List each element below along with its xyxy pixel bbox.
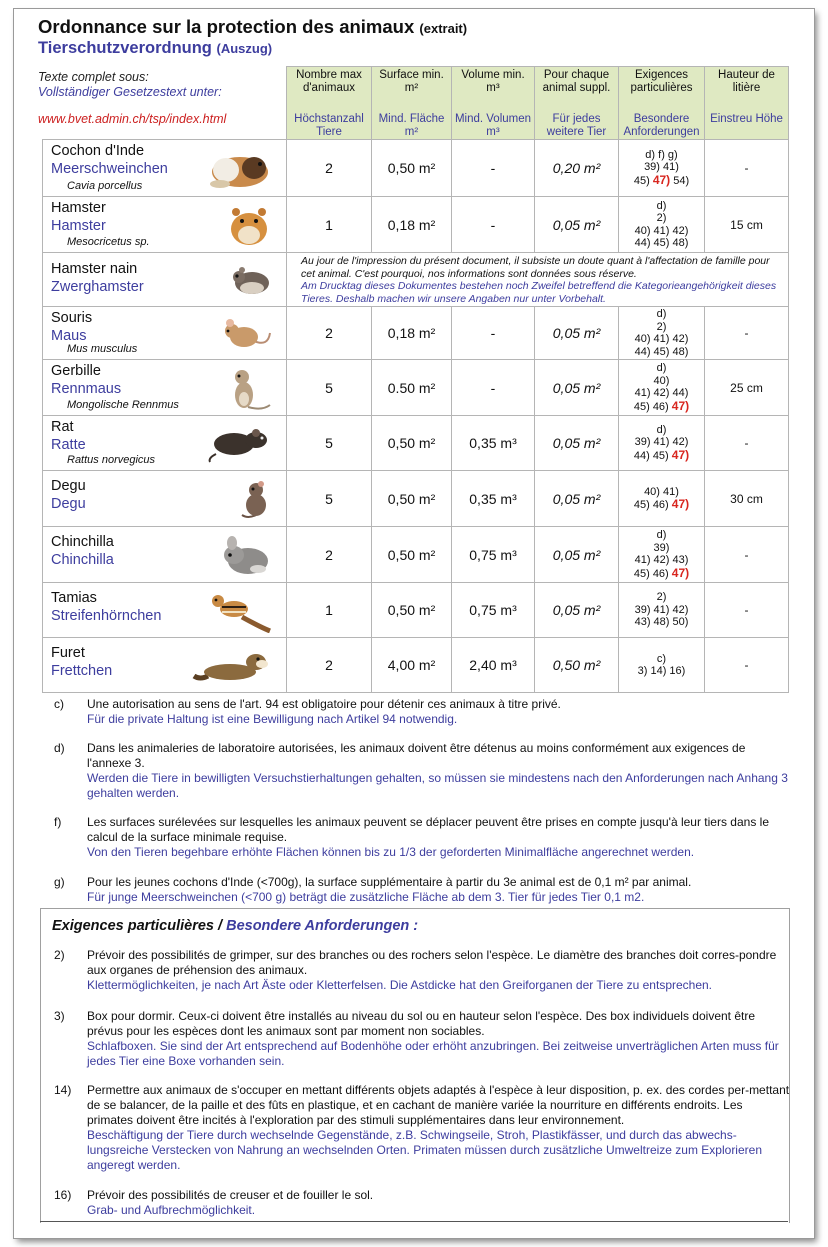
volume-value: - — [452, 140, 535, 197]
gerbil-icon — [222, 363, 272, 413]
dwarf-hamster-note: Au jour de l'impression du présent document, il subsiste un doute quant à l'affectation de famille pour cet animal. C'est pourquoi, nos informations sont données sous réserve. Am Drucktag dieses Dokumentes bestehen noch Zweifel betreffend die Kategorieangehörigkeit dieses Tieres. Deshalb machen wir unsere Angaben nur unter Vorbehalt. — [287, 253, 789, 307]
litter-value: - — [705, 583, 789, 638]
animal-cell: Souris Maus Mus musculus — [43, 307, 287, 360]
requirement-14: 14) Permettre aux animaux de s'occuper en mettant différents objets adaptés à l'espèce à leur disposition, p. ex. des cordes per-mettant de se balancer, de la paille et des fûts en plastique, et en cachant de manière variée la nourriture en différents endroits. Les primates doivent être incités à l'exploration par des stimuli supplémentaires dans leur environnement. Beschäftigung der Tiere durch wechselnde Gegenstände, z.B. Schwingseile, Stroh, Plastikfässer, und durch das abwechs-lungsreiche Verstecken von Nahrung an wechselnden Orten. Primaten müssen durch zusätzliche Umweltreize zum Explorieren angeregt werden. — [54, 1083, 790, 1172]
guinea-pig-icon — [208, 146, 272, 190]
requirements-cell: 2) 39) 41) 42) 43) 48) 50) — [619, 583, 705, 638]
col-volume: Volume min. m³ Mind. Volumen m³ — [452, 67, 535, 140]
title-de: Tierschutzverordnung (Auszug) — [38, 39, 273, 57]
surface-value: 0,50 m² — [372, 583, 452, 638]
table-row — [43, 527, 789, 583]
litter-value: - — [705, 140, 789, 197]
animal-cell: Rat Ratte Rattus norvegicus — [43, 416, 287, 471]
animal-cell: Gerbille Rennmaus Mongolische Rennmus — [43, 360, 287, 416]
animals-table — [42, 66, 789, 693]
max-animals-value: 2 — [287, 140, 372, 197]
table-row — [43, 140, 789, 197]
col-max-animals: Nombre max d'animaux Höchstanzahl Tiere — [287, 67, 372, 140]
chinchilla-icon — [218, 533, 272, 577]
litter-value: - — [705, 527, 789, 583]
table-row — [43, 416, 789, 471]
requirements-cell: 40) 41) 45) 46) 47) — [619, 471, 705, 527]
mouse-icon — [220, 313, 272, 353]
animal-cell: Tamias Streifenhörnchen — [43, 583, 287, 638]
footnote-d: d) Dans les animaleries de laboratoire autorisées, les animaux doivent être détenus au moins conformément aux exigences de l'annexe 3. Werden die Tiere in bewilligten Versuchstierhaltungen gehalten, so müssen sie mindestens nach den Anforderungen nach Anhang 3 gehalten werden. — [54, 741, 788, 800]
extra-surface-value: 0,05 m² — [535, 307, 619, 360]
volume-value: 0,75 m³ — [452, 583, 535, 638]
extra-surface-value: 0,05 m² — [535, 197, 619, 253]
requirement-2: 2) Prévoir des possibilités de grimper, sur des branches ou des rochers selon l'espèce. Le diamètre des branches doit corres-pondre aux organes de préhension des animaux. Klettermöglichkeiten, je nach Art Äste oder Kletterfelsen. Die Astdicke hat den Greiforganen der Tiere zu entsprechen. — [54, 948, 777, 992]
max-animals-value: 2 — [287, 527, 372, 583]
volume-value: 2,40 m³ — [452, 638, 535, 693]
col-surface: Surface min. m² Mind. Fläche m² — [372, 67, 452, 140]
degu-icon — [236, 479, 272, 519]
table-row — [43, 360, 789, 416]
footnote-f: f) Les surfaces surélevées sur lesquelles les animaux peuvent se déplacer peuvent être prises en compte jusqu'à leur tiers dans le calcul de la surface minimale requise. Von den Tieren begehbare erhöhte Flächen können bis zu 1/3 der geforderten Minimalfläche angerechnet werden. — [54, 815, 770, 859]
extra-surface-value: 0,05 m² — [535, 360, 619, 416]
animal-cell: Furet Frettchen — [43, 638, 287, 693]
volume-value: - — [452, 197, 535, 253]
litter-value: - — [705, 307, 789, 360]
max-animals-value: 2 — [287, 307, 372, 360]
animal-cell: Cochon d'Inde Meerschweinchen Cavia porcellus — [43, 140, 287, 197]
requirements-title: Exigences particulières / Besondere Anforderungen : — [52, 918, 419, 934]
litter-value: 15 cm — [705, 197, 789, 253]
litter-value: 25 cm — [705, 360, 789, 416]
max-animals-value: 5 — [287, 416, 372, 471]
surface-value: 0,18 m² — [372, 307, 452, 360]
rat-icon — [206, 422, 272, 464]
surface-value: 0,50 m² — [372, 140, 452, 197]
table-row — [43, 638, 789, 693]
requirements-cell: d) 39) 41) 42) 43) 45) 46) 47) — [619, 527, 705, 583]
requirements-cell: c) 3) 14) 16) — [619, 638, 705, 693]
footnote-c: c) Une autorisation au sens de l'art. 94 est obligatoire pour détenir ces animaux à titre privé. Für die private Haltung ist eine Bewilligung nach Artikel 94 notwendig. — [54, 697, 561, 726]
table-row — [43, 583, 789, 638]
source-link[interactable]: www.bvet.admin.ch/tsp/index.html — [38, 112, 227, 126]
surface-value: 0,50 m² — [372, 416, 452, 471]
table-row — [43, 471, 789, 527]
animal-cell: Chinchilla Chinchilla — [43, 527, 287, 583]
intro-de: Vollständiger Gesetzestext unter: — [38, 85, 222, 99]
requirements-cell: d) f) g) 39) 41) 45) 47) 54) — [619, 140, 705, 197]
col-litter: Hauteur de litière Einstreu Höhe — [705, 67, 789, 140]
table-row — [43, 253, 789, 307]
animal-cell: Degu Degu — [43, 471, 287, 527]
table-row — [43, 307, 789, 360]
volume-value: - — [452, 360, 535, 416]
footnote-g: g) Pour les jeunes cochons d'Inde (<700g), la surface supplémentaire à partir du 3e animal est de 0,1 m² par animal. Für junge Meerschweinchen (<700 g) beträgt die zusätzliche Fläche ab dem 3. Tier für jedes Tier 0,1 m2. — [54, 875, 692, 904]
surface-value: 0,50 m² — [372, 527, 452, 583]
volume-value: 0,35 m³ — [452, 471, 535, 527]
ferret-icon — [190, 646, 272, 684]
litter-value: 30 cm — [705, 471, 789, 527]
extra-surface-value: 0,05 m² — [535, 471, 619, 527]
litter-value: - — [705, 416, 789, 471]
requirement-16: 16) Prévoir des possibilités de creuser et de fouiller le sol. Grab- und Aufbrechmöglichkeit. — [54, 1188, 374, 1217]
max-animals-value: 1 — [287, 583, 372, 638]
surface-value: 4,00 m² — [372, 638, 452, 693]
dwarf-hamster-icon — [230, 263, 272, 297]
intro-text — [38, 70, 276, 126]
requirements-cell: d) 2) 40) 41) 42) 44) 45) 48) — [619, 197, 705, 253]
volume-value: - — [452, 307, 535, 360]
title-fr: Ordonnance sur la protection des animaux (extrait) — [38, 16, 468, 37]
col-extra-animal: Pour chaque animal suppl. Für jedes weitere Tier — [535, 67, 619, 140]
hamster-icon — [226, 203, 272, 247]
litter-value: - — [705, 638, 789, 693]
bottom-rule — [40, 1221, 788, 1222]
animal-cell: Hamster Hamster Mesocricetus sp. — [43, 197, 287, 253]
extra-surface-value: 0,20 m² — [535, 140, 619, 197]
table-row — [43, 197, 789, 253]
col-requirements: Exigences particulières Besondere Anforderungen — [619, 67, 705, 140]
surface-value: 0,18 m² — [372, 197, 452, 253]
max-animals-value: 2 — [287, 638, 372, 693]
requirements-cell: d) 2) 40) 41) 42) 44) 45) 48) — [619, 307, 705, 360]
intro-fr: Texte complet sous: — [38, 70, 149, 84]
max-animals-value: 5 — [287, 471, 372, 527]
requirements-cell: d) 39) 41) 42) 44) 45) 47) — [619, 416, 705, 471]
animal-cell: Hamster nain Zwerghamster — [43, 253, 287, 307]
extra-surface-value: 0,05 m² — [535, 416, 619, 471]
extra-surface-value: 0,05 m² — [535, 527, 619, 583]
extra-surface-value: 0,50 m² — [535, 638, 619, 693]
surface-value: 0.50 m² — [372, 360, 452, 416]
max-animals-value: 5 — [287, 360, 372, 416]
surface-value: 0,50 m² — [372, 471, 452, 527]
volume-value: 0,75 m³ — [452, 527, 535, 583]
document-header — [38, 16, 467, 58]
chipmunk-icon — [208, 587, 272, 633]
requirements-cell: d) 40) 41) 42) 44) 45) 46) 47) — [619, 360, 705, 416]
volume-value: 0,35 m³ — [452, 416, 535, 471]
max-animals-value: 1 — [287, 197, 372, 253]
extra-surface-value: 0,05 m² — [535, 583, 619, 638]
requirement-3: 3) Box pour dormir. Ceux-ci doivent être installés au niveau du sol ou en hauteur selon l'espèce. Des box individuels doivent être prévus pour les espèces dont les animaux sont par moment non sociables. Schlafboxen. Sie sind der Art entsprechend auf Bodenhöhe oder erhöht anzubringen. Bei zeitweise unverträglichen Arten muss für jedes Tier eine Boxe vorhanden sein. — [54, 1009, 779, 1068]
